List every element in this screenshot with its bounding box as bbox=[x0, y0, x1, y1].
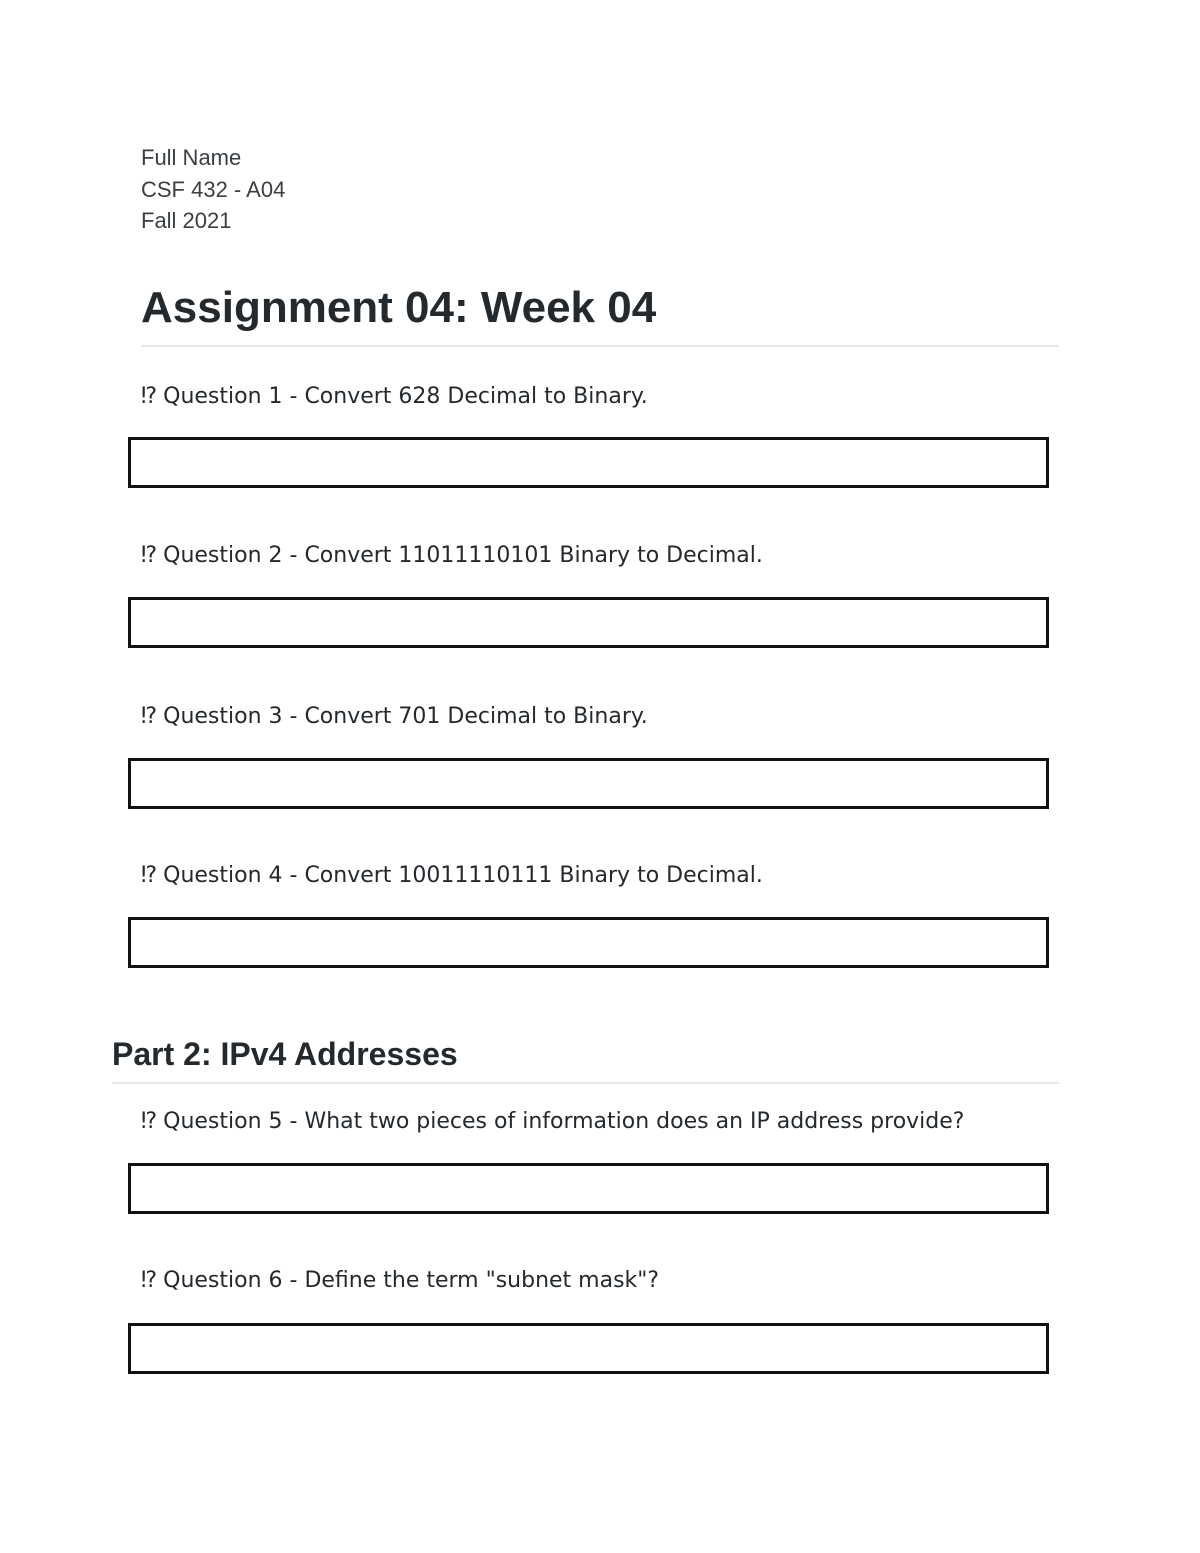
question-6 bbox=[141, 1266, 659, 1296]
question-icon: ⁉ bbox=[141, 704, 158, 729]
question-2 bbox=[141, 541, 763, 571]
answer-box-3[interactable] bbox=[128, 758, 1049, 809]
question-3-text: Question 3 - Convert 701 Decimal to Binary. bbox=[163, 704, 648, 729]
student-name: Full Name bbox=[141, 145, 242, 170]
question-icon: ⁉ bbox=[141, 384, 158, 409]
term: Fall 2021 bbox=[141, 208, 232, 233]
question-1 bbox=[141, 382, 648, 412]
section-heading-part-2: Part 2: IPv4 Addresses bbox=[112, 1036, 458, 1072]
question-icon: ⁉ bbox=[141, 1109, 158, 1134]
question-icon: ⁉ bbox=[141, 543, 158, 568]
question-4 bbox=[141, 861, 763, 891]
section-divider bbox=[112, 1082, 1059, 1084]
title-divider bbox=[141, 345, 1059, 347]
answer-box-1[interactable] bbox=[128, 437, 1049, 488]
question-icon: ⁉ bbox=[141, 1268, 158, 1293]
answer-box-2[interactable] bbox=[128, 597, 1049, 648]
question-2-text: Question 2 - Convert 11011110101 Binary to Decimal. bbox=[163, 543, 763, 568]
answer-box-5[interactable] bbox=[128, 1163, 1049, 1214]
question-1-text: Question 1 - Convert 628 Decimal to Binary. bbox=[163, 384, 648, 409]
question-5 bbox=[141, 1107, 964, 1137]
question-5-text: Question 5 - What two pieces of information does an IP address provide? bbox=[163, 1109, 965, 1134]
course-code: CSF 432 - A04 bbox=[141, 176, 286, 202]
page-title: Assignment 04: Week 04 bbox=[141, 283, 657, 332]
question-3 bbox=[141, 702, 648, 732]
question-4-text: Question 4 - Convert 10011110111 Binary to Decimal. bbox=[163, 863, 763, 888]
question-6-text: Question 6 - Define the term "subnet mask"? bbox=[163, 1268, 660, 1293]
student-info bbox=[141, 142, 285, 237]
answer-box-6[interactable] bbox=[128, 1323, 1049, 1374]
question-icon: ⁉ bbox=[141, 863, 158, 888]
answer-box-4[interactable] bbox=[128, 917, 1049, 968]
